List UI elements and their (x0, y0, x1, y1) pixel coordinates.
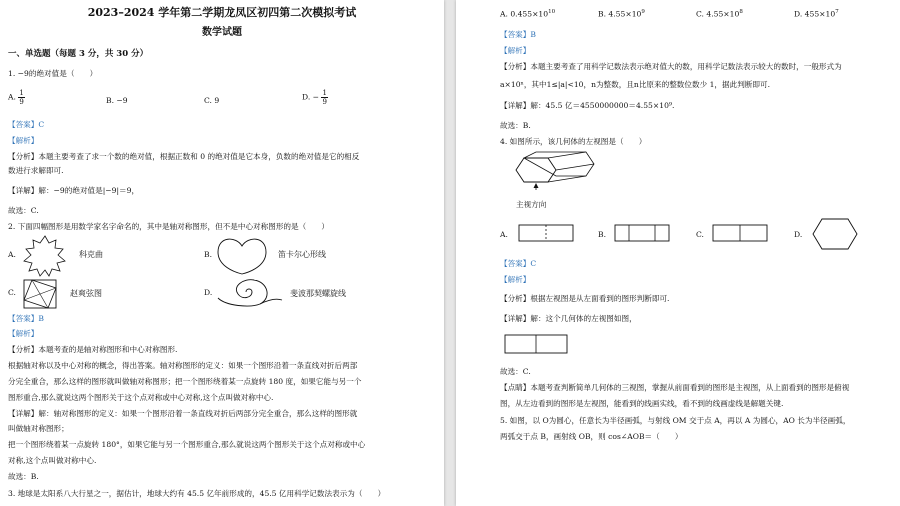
left-page (0, 0, 444, 506)
q2-analysis-tag: 【解析】 (8, 329, 39, 338)
q1-stem: 1. −9的绝对值是（ ） (8, 69, 98, 78)
q3-option-c (696, 9, 743, 19)
q2-line-2: 分完全重合，那么这样的图形就叫做轴对称图形；把一个图形绕着某一点旋转 180 度，如果它能与另一个 (8, 377, 362, 386)
q5-stem-line1: 5. 如图，以 O为圆心，任意长为半径画弧，与射线 OM 交于点 A，再以 A 为圆心，AO 长为半径画弧， (500, 416, 851, 425)
q2-stem: 2. 下面四幅图形是用数学家名字命名的，其中是轴对称图形，但不是中心对称图形的是（ ） (8, 222, 329, 231)
exam-title: 2023–2024 学年第二学期龙凤区初四第二次模拟考试 (87, 6, 357, 19)
q2-detail-1: 【详解】解：轴对称图形的定义：如果一个图形沿着一条直线对折后两部分完全重合，那么这样的图形就 (8, 409, 358, 418)
q2-option-a-letter: A. (8, 250, 16, 259)
q4-option-c-figure (712, 224, 768, 242)
q2-option-b-letter: B. (204, 250, 212, 259)
minus-sign: − (312, 92, 320, 102)
q3-choice: 故选：B. (500, 121, 531, 130)
option-letter: C. (696, 9, 704, 19)
q4-answer: 【答案】C (500, 259, 537, 268)
exam-subtitle: 数学试题 (202, 27, 242, 38)
q1-analysis-tag: 【解析】 (8, 136, 39, 145)
mantissa: 455×10 (804, 9, 836, 19)
koch-caption: 科克曲 (79, 250, 103, 259)
q4-option-d-figure (812, 218, 858, 250)
q4-answer-figure (504, 334, 568, 354)
option-value: −9 (116, 96, 128, 105)
q4-stem: 4. 如图所示，该几何体的左视图是（ ） (500, 137, 647, 146)
option-letter: B. (106, 96, 114, 105)
q2-detail-2: 叫做轴对称图形； (8, 424, 69, 433)
q1-choice: 故选：C. (8, 206, 39, 215)
q1-detail: 【详解】解：−9的绝对值是|−9|＝9， (8, 186, 140, 195)
zhao-shuang-figure (20, 278, 62, 310)
q3-option-a (500, 9, 555, 19)
koch-curve-figure (20, 234, 70, 278)
option-letter: D. (794, 9, 803, 19)
q4-option-b-letter: B. (598, 230, 606, 239)
q1-answer: 【答案】C (8, 120, 45, 129)
option-letter: B. (598, 9, 606, 19)
q4-option-a-figure (518, 224, 574, 242)
denominator: 9 (322, 98, 327, 106)
option-letter: A. (500, 9, 508, 19)
section-heading: 一、单选题（每题 3 分，共 30 分） (8, 49, 149, 59)
q3-fenxi-line2: a×10ⁿ，其中1≤|a|<10，n为整数，且n比原来的整数位数少 1，据此判断即可. (500, 80, 770, 89)
q1-option-a (8, 89, 25, 106)
exponent: 7 (835, 9, 839, 15)
q4-analysis-tag: 【解析】 (500, 275, 531, 284)
option-value: 9 (214, 96, 220, 105)
q1-option-b (106, 96, 128, 105)
exponent: 10 (548, 9, 556, 15)
mantissa: 4.55×10 (706, 9, 740, 19)
q2-line-1: 根据轴对称以及中心对称的概念，得出答案。轴对称图形的定义：如果一个图形沿着一条直线对折后两部 (8, 361, 358, 370)
exponent: 9 (641, 9, 645, 15)
right-page (456, 0, 900, 506)
q2-fenxi: 【分析】本题考查的是轴对称图形和中心对称图形. (8, 345, 178, 354)
option-letter: C. (204, 96, 212, 105)
option-letter: A. (8, 92, 16, 102)
numerator: 1 (322, 89, 327, 97)
q2-detail-3: 把一个图形绕着某一点旋转 180°，如果它能与另一个图形重合,那么就说这两个图形关于这个点对称或中心 (8, 440, 366, 449)
q2-answer: 【答案】B (8, 314, 44, 323)
cardioid-caption: 笛卡尔心形线 (278, 250, 326, 259)
q4-choice: 故选：C. (500, 367, 531, 376)
q5-stem-line2: 两弧交于点 B，画射线 OB，则 cos∠AOB＝（ ） (500, 432, 683, 441)
q1-option-d (302, 89, 328, 106)
q2-detail-4: 对称,这个点叫做对称中心. (8, 456, 97, 465)
q2-choice: 故选：B. (8, 472, 39, 481)
exponent: 8 (739, 9, 743, 15)
q1-option-c (204, 96, 219, 105)
fraction (18, 89, 24, 106)
fibonacci-spiral-figure (214, 276, 284, 308)
q4-option-d-letter: D. (794, 230, 803, 239)
q3-detail: 【详解】解：45.5 亿＝4550000000＝4.55×10⁹. (500, 101, 675, 110)
q2-line-3: 图形重合,那么就说这两个图形关于这个点对称或中心对称,这个点叫做对称中心. (8, 393, 274, 402)
q4-note-line1: 【点睛】本题考查判断简单几何体的三视图，掌握从前面看到的图形是主视图，从上面看到的图形是俯视 (500, 383, 850, 392)
view-direction-label: 主视方向 (516, 200, 547, 209)
q4-note-line2: 图，从左边看到的图形是左视图，能看到的线画实线，看不到的线画虚线是解题关键. (500, 399, 784, 408)
q3-analysis-tag: 【解析】 (500, 46, 531, 55)
q4-option-b-figure (614, 224, 670, 242)
q3-option-b (598, 9, 645, 19)
q2-option-d-letter: D. (204, 288, 213, 297)
option-letter: D. (302, 92, 311, 102)
q4-option-c-letter: C. (696, 230, 704, 239)
q2-option-c-letter: C. (8, 288, 16, 297)
q3-fenxi-line1: 【分析】本题主要考查了用科学记数法表示绝对值大的数，用科学记数法表示较大的数时，一般形式为 (500, 62, 842, 71)
q4-fenxi: 【分析】根据左视图是从左面看到的图形判断即可. (500, 294, 670, 303)
q1-fenxi-line2: 数进行求解即可. (8, 166, 64, 175)
zhao-shuang-caption: 赵爽弦图 (70, 289, 102, 298)
mantissa: 0.455×10 (510, 9, 549, 19)
q4-option-a-letter: A. (500, 230, 508, 239)
fraction (321, 89, 327, 106)
mantissa: 4.55×10 (608, 9, 642, 19)
q3-answer: 【答案】B (500, 30, 536, 39)
numerator: 1 (19, 89, 24, 97)
denominator: 9 (19, 98, 24, 106)
q3-option-d (794, 9, 839, 19)
q4-detail: 【详解】解：这个几何体的左视图如图， (500, 314, 637, 323)
q1-fenxi-line1: 【分析】本题主要考查了求一个数的绝对值，根据正数和 0 的绝对值是它本身，负数的绝对值是它的相反 (8, 152, 360, 161)
fibonacci-caption: 斐波那契螺旋线 (290, 289, 346, 298)
q3-stem: 3. 地球是太阳系八大行星之一，据估计，地球大约有 45.5 亿年前形成的，45.5 亿用科学记数法表示为（ ） (8, 489, 386, 498)
cardioid-figure (214, 236, 270, 276)
hexagonal-prism-figure (514, 150, 614, 198)
